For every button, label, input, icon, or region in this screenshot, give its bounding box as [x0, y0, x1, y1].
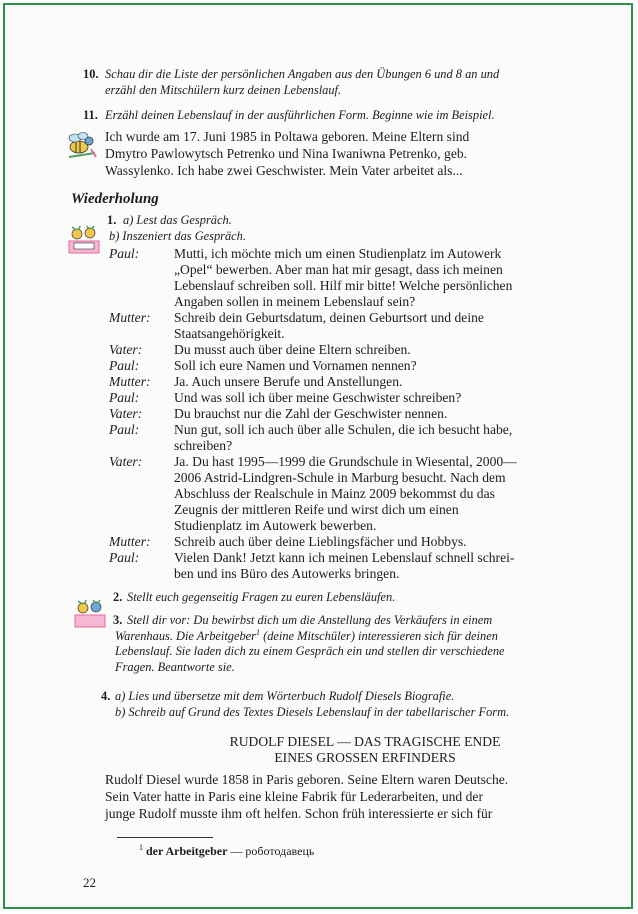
- task-text-line: Erzähl deinen Lebenslauf in der ausführlichen Form. Beginne wie im Beispiel.: [105, 108, 495, 122]
- utterance-line: Schreib auch über deine Lieblingsfächer und Hobbys.: [174, 534, 467, 549]
- example-line: Wassylenko. Ich habe zwei Geschwister. Mein Vater arbeitet als...: [105, 163, 463, 178]
- article-line: Rudolf Diesel wurde 1858 in Paris geboren. Seine Eltern waren Deutsche.: [105, 772, 509, 787]
- speaker: Paul:: [109, 550, 140, 565]
- task-1: [109, 213, 609, 244]
- kids-talking-icon: [73, 597, 107, 629]
- section-heading: Wiederholung: [71, 191, 159, 207]
- utterance-line: Staatsangehörigkeit.: [174, 326, 285, 341]
- footnote: [139, 843, 314, 859]
- utterance-line: schreiben?: [174, 438, 233, 453]
- utterance: [174, 422, 604, 454]
- utterance-line: „Opel“ bewerben. Aber man hat mir gesagt, dass ich meinen: [174, 262, 503, 277]
- utterance-line: ben und ins Büro des Autowerks bringen.: [174, 566, 400, 581]
- article-body: [105, 771, 605, 822]
- article-line: junge Rudolf musste ihm oft helfen. Schon früh interessierte er sich für: [105, 806, 493, 821]
- task-4b: b) Schreib auf Grund des Textes Diesels Lebenslauf in der tabellarischer Form.: [115, 704, 510, 719]
- utterance: [174, 342, 604, 358]
- task-number: 10.: [83, 67, 99, 81]
- task-1a: a) Lest das Gespräch.: [123, 213, 232, 227]
- article-title-line: RUDOLF DIESEL — DAS TRAGISCHE ENDE: [229, 734, 501, 749]
- utterance: [174, 454, 604, 534]
- utterance: [174, 534, 604, 550]
- task-number: 11.: [83, 108, 98, 122]
- bee-writing-icon: [65, 129, 99, 161]
- kids-reading-icon: [67, 223, 101, 255]
- speaker: Vater:: [109, 342, 143, 357]
- task-11-example: [105, 128, 605, 179]
- footnote-marker: 1: [139, 843, 143, 852]
- task-text-line: Stell dir vor: Du bewirbst dich um die Anstellung des Verkäufers in einem: [127, 613, 493, 627]
- utterance-line: Ja. Du hast 1995—1999 die Grundschule in Wiesental, 2000—: [174, 454, 517, 469]
- task-10: [83, 67, 605, 98]
- utterance-line: Du musst auch über deine Eltern schreiben.: [174, 342, 411, 357]
- speaker: Vater:: [109, 454, 143, 469]
- utterance-line: Mutti, ich möchte mich um einen Studienplatz im Autowerk: [174, 246, 502, 261]
- task-text-line: Stellt euch gegenseitig Fragen zu euren Lebensläufen.: [127, 590, 396, 604]
- utterance-line: Angaben sollen in meinem Lebenslauf sein?: [174, 294, 416, 309]
- task-number: 1.: [107, 213, 117, 227]
- speaker: Paul:: [109, 358, 140, 373]
- utterance: [174, 310, 604, 342]
- utterance-line: Vielen Dank! Jetzt kann ich meinen Lebenslauf schnell schrei-: [174, 550, 515, 565]
- speaker: Mutter:: [109, 534, 151, 549]
- utterance-line: 2006 Astrid-Lindgren-Schule in Marburg besucht. Nach dem: [174, 470, 506, 485]
- utterance-line: Und was soll ich über meine Geschwister schreiben?: [174, 390, 462, 405]
- task-text-line: erzähl den Mitschülern kurz deinen Lebenslauf.: [105, 82, 342, 97]
- task-1b: b) Inszeniert das Gespräch.: [109, 228, 246, 243]
- utterance-line: Schreib dein Geburtsdatum, deinen Geburtsort und deine: [174, 310, 484, 325]
- task-4: [101, 689, 615, 720]
- task-text-line: Fragen. Beantworte sie.: [115, 659, 235, 674]
- utterance-line: Nun gut, soll ich auch über alle Schulen, die ich besucht habe,: [174, 422, 513, 437]
- task-text-fragment: Warenhaus. Die Arbeitgeber: [115, 628, 256, 643]
- utterance-line: Du brauchst nur die Zahl der Geschwister nennen.: [174, 406, 448, 421]
- textbook-page: [3, 3, 633, 909]
- utterance: [174, 358, 604, 374]
- footnote-divider: [117, 837, 213, 838]
- speaker: Paul:: [109, 422, 140, 437]
- speaker: Vater:: [109, 406, 143, 421]
- utterance-line: Zeugnis der mittleren Reife und wirst dich um einen: [174, 502, 459, 517]
- speaker: Paul:: [109, 390, 140, 405]
- utterance: [174, 406, 604, 422]
- utterance: [174, 390, 604, 406]
- task-text-line: [115, 629, 605, 645]
- task-number: 4.: [101, 689, 111, 703]
- article-title-line: EINES GROSSEN ERFINDERS: [274, 749, 456, 765]
- utterance-line: Soll ich eure Namen und Vornamen nennen?: [174, 358, 417, 373]
- utterance-line: Studienplatz im Autowerk bewerben.: [174, 518, 377, 533]
- utterance: [174, 246, 604, 310]
- article-title: [115, 734, 615, 765]
- speaker: Mutter:: [109, 310, 151, 325]
- page-number: 22: [83, 875, 96, 890]
- utterance-line: Abschluss der Realschule in Mainz 2009 bekommst du das: [174, 486, 495, 501]
- task-text-fragment: (deine Mitschüler) interessieren sich für deinen: [260, 628, 498, 643]
- article-line: Sein Vater hatte in Paris eine kleine Fabrik für Lederarbeiten, und der: [105, 789, 483, 804]
- utterance: [174, 550, 604, 582]
- task-text-line: Schau dir die Liste der persönlichen Angaben aus den Übungen 6 und 8 an und: [105, 67, 500, 81]
- footnote-term: der Arbeitgeber: [146, 844, 228, 858]
- utterance-line: Ja. Auch unsere Berufe und Anstellungen.: [174, 374, 403, 389]
- speaker: Paul:: [109, 246, 140, 261]
- example-line: Dmytro Pawlowytsch Petrenko und Nina Iwaniwna Petrenko, geb.: [105, 146, 468, 161]
- task-text-line: Lebenslauf. Sie laden dich zu einem Gespräch ein und stellen dir verschiedene: [115, 644, 505, 658]
- task-number: 2.: [113, 590, 123, 604]
- speaker: Mutter:: [109, 374, 151, 389]
- footnote-translation: — роботодавець: [227, 844, 315, 858]
- task-11: [83, 108, 605, 124]
- footnote-marker: 1: [256, 627, 260, 637]
- task-number: 3.: [113, 613, 123, 627]
- task-3: [115, 613, 605, 675]
- example-line: Ich wurde am 17. Juni 1985 in Poltawa geboren. Meine Eltern sind: [105, 129, 470, 144]
- utterance: [174, 374, 604, 390]
- task-2: [115, 590, 615, 606]
- utterance-line: Lebenslauf schreiben soll. Hilf mir bitte! Welche persönlichen: [174, 278, 513, 293]
- task-4a: a) Lies und übersetze mit dem Wörterbuch Rudolf Diesels Biografie.: [115, 689, 455, 703]
